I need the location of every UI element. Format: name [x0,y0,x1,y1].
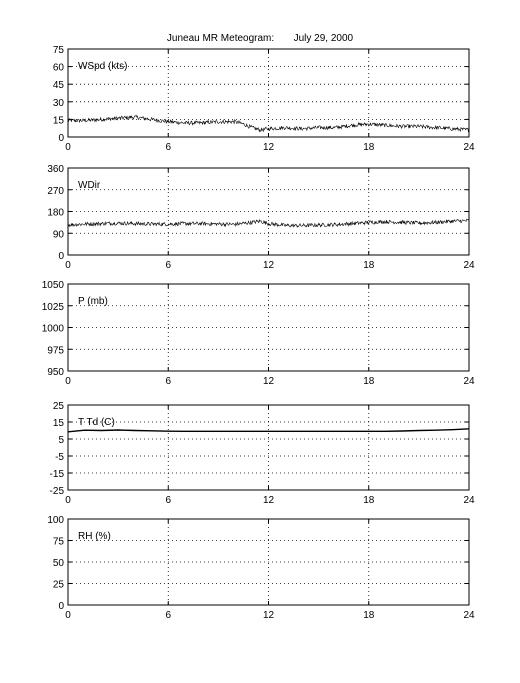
y-tick-label: 0 [58,251,64,262]
x-tick-label: 24 [463,260,475,271]
x-tick-label: 12 [262,376,275,387]
x-tick-label: 12 [262,610,275,621]
x-tick-label: 18 [363,495,375,506]
y-tick-label: 0 [58,601,64,612]
x-tick-label: 24 [463,142,475,153]
x-tick-label: 0 [65,142,71,153]
x-tick-label: 6 [165,142,172,153]
y-tick-label: 60 [52,62,64,74]
y-tick-label: 950 [47,367,64,378]
x-tick-label: 18 [363,260,375,271]
y-tick-label: 975 [47,345,64,357]
x-tick-label: 18 [363,376,375,387]
y-tick-label: 25 [52,401,64,412]
y-tick-label: 360 [47,164,64,175]
y-tick-label: 15 [52,115,64,127]
y-tick-label: 50 [52,558,64,569]
y-tick-label: 90 [52,229,64,241]
panel-label: RH (%) [78,531,111,542]
y-tick-label: 1025 [41,301,64,313]
y-tick-label: 25 [52,579,64,591]
y-tick-label: 1050 [41,280,64,291]
y-tick-label: 5 [58,435,64,446]
x-tick-label: 18 [363,142,375,153]
y-tick-label: 0 [58,133,64,144]
x-tick-label: 0 [65,610,71,621]
chart-title: Juneau MR Meteogram: July 29, 2000 [166,33,354,44]
y-tick-label: 75 [52,536,64,548]
panel-label: WSpd (kts) [78,61,128,72]
x-tick-label: 24 [463,495,475,506]
y-tick-label: 180 [47,207,64,219]
y-tick-label: -5 [55,452,64,463]
y-tick-label: 15 [52,418,64,429]
x-tick-label: 6 [165,376,172,387]
y-tick-label: -15 [49,469,64,480]
x-tick-label: 12 [262,260,275,271]
panel-label: WDir [78,180,101,191]
y-tick-label: 75 [52,45,64,56]
y-tick-label: 100 [47,515,64,526]
y-tick-label: -25 [49,486,64,497]
x-tick-label: 12 [262,142,275,153]
x-tick-label: 18 [363,610,375,621]
x-tick-label: 24 [463,376,475,387]
x-tick-label: 6 [165,495,172,506]
x-tick-label: 6 [165,260,172,271]
y-tick-label: 30 [52,97,64,109]
x-tick-label: 0 [65,260,71,271]
panel-label: P (mb) [78,296,108,307]
x-tick-label: 24 [463,610,475,621]
y-tick-label: 1000 [41,323,64,335]
x-tick-label: 6 [165,610,172,621]
panel-label: T Td (C) [78,417,115,428]
x-tick-label: 12 [262,495,275,506]
y-tick-label: 270 [47,185,64,197]
y-tick-label: 45 [52,80,64,92]
x-tick-label: 0 [65,376,71,387]
x-tick-label: 0 [65,495,71,506]
